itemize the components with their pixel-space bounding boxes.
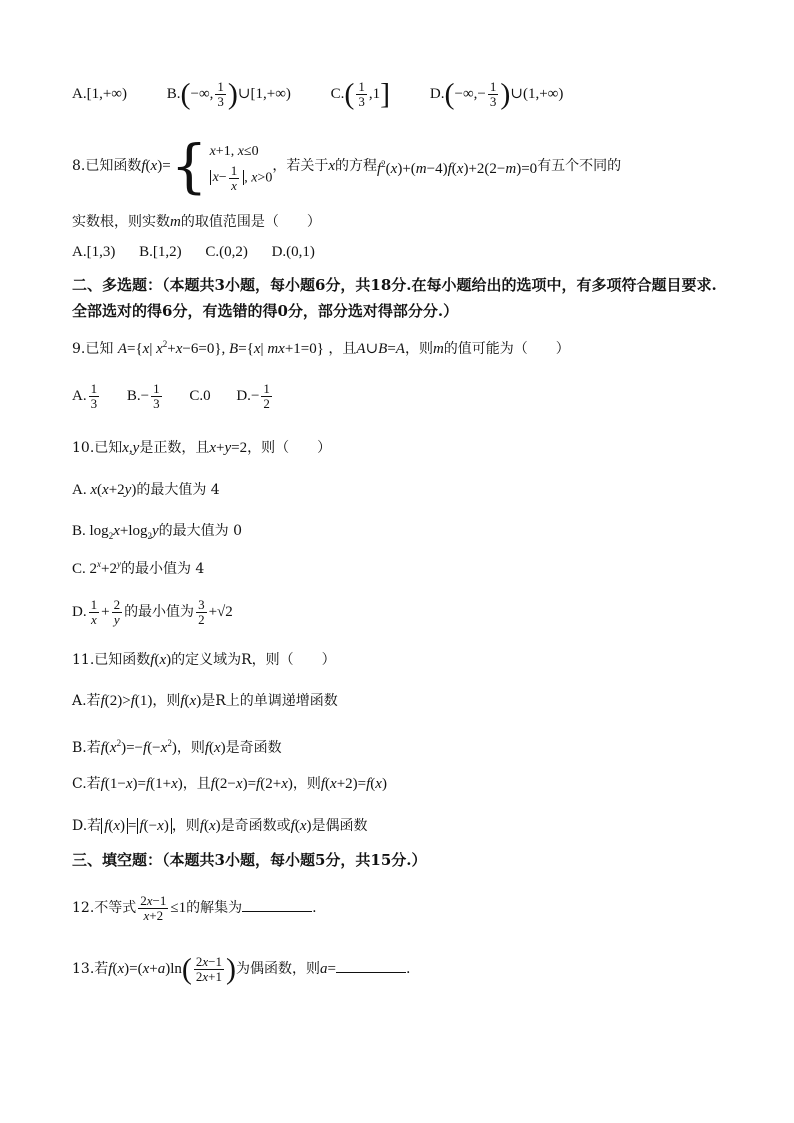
q7-option-a: A.[1,+∞) xyxy=(72,85,127,102)
q8-option-d: D.(0,1) xyxy=(271,244,315,260)
q13-answer-blank[interactable] xyxy=(336,958,406,973)
q9-option-d: D.− $\frac{1}{2}$ xyxy=(236,381,270,411)
q9-options xyxy=(72,382,754,411)
q9-stem: 9.已知 A={x| $x^2+x-6=0$}, B={x| mx+1=0} ，且A∪B=A，则m的值可能为（ ） xyxy=(72,339,570,357)
q10-option-d: D. $\frac{1}{x}$ + $\frac{2}{y}$ 的最小值为 $\frac{3}{2}$ +√2 xyxy=(72,597,233,627)
q8-stem: 8.已知函数 f(x)= { x+1, x≤0 x− $\frac{1}{x}$ , x>0 ，若关于 x 的方程 $f^2(x)+(m-4)f(x)+2(2-m)=0$ 有五个不同的 xyxy=(72,132,622,200)
q11-option-d: D.若 f(x) = f(−x) ，则f(x)是奇函数或f(x)是偶函数 xyxy=(72,818,368,834)
q13-stem: 13.若f(x)=(x+a)ln( $\frac{2x-1}{2x+1}$ )为偶函数，则a= . xyxy=(72,952,411,986)
q9-option-a: A. $\frac{1}{3}$ xyxy=(72,381,98,411)
q8-option-c: C.(0,2) xyxy=(205,244,248,260)
q7-option-d: D.(−∞,− $\frac{1}{3}$ )∪(1,+∞) xyxy=(429,77,564,111)
q7-option-c: C.( $\frac{1}{3}$ ,1] xyxy=(330,77,391,111)
q11-option-c: C.若f(1−x)=f(1+x)，且f(2−x)=f(2+x)，则f(x+2)=f(x) xyxy=(72,776,387,792)
q9-option-c: C.0 xyxy=(189,387,211,404)
q11-stem: 11.已知函数f(x)的定义域为R，则（ ） xyxy=(72,652,336,668)
q8-option-b: B.[1,2) xyxy=(139,244,182,260)
q10-option-a: A. x(x+2y)的最大值为 4 xyxy=(72,482,220,498)
q10-option-c: C. $2^x+2^y$的最小值为 4 xyxy=(72,559,205,577)
q12-answer-blank[interactable] xyxy=(242,897,312,912)
q11-option-b: B.若$f(x^2)=-f(-x^2)$，则f(x)是奇函数 xyxy=(72,738,282,756)
section-3-heading: 三、填空题：（本题共3小题，每小题5分，共15分.） xyxy=(72,851,427,869)
q12-stem: 12.不等式 $\frac{2x-1}{x+2}$ ≤1的解集为 . xyxy=(72,893,317,923)
q8-options xyxy=(72,242,754,262)
q10-stem: 10.已知x,y是正数，且x+y=2，则（ ） xyxy=(72,440,332,456)
q8-stem-line2: 实数根，则实数m的取值范围是（ ） xyxy=(72,214,321,230)
section-2-heading: 二、多选题：（本题共3小题，每小题6分，共18分.在每小题给出的选项中，有多项符合题目要求.全部选对的得6分，有选错的得0分，部分选对得部分分.） xyxy=(72,276,717,320)
q9-option-b: B.− $\frac{1}{3}$ xyxy=(126,381,160,411)
q11-option-a: A.若f(2)>f(1)，则f(x)是R上的单调递增函数 xyxy=(72,693,338,709)
q7-option-b: B.(−∞, $\frac{1}{3}$ )∪[1,+∞) xyxy=(166,77,291,111)
q8-option-a: A.[1,3) xyxy=(72,244,116,260)
q10-option-b: B. $\log_2x+\log_2y$的最大值为 0 xyxy=(72,523,243,541)
q7-options xyxy=(72,77,754,111)
